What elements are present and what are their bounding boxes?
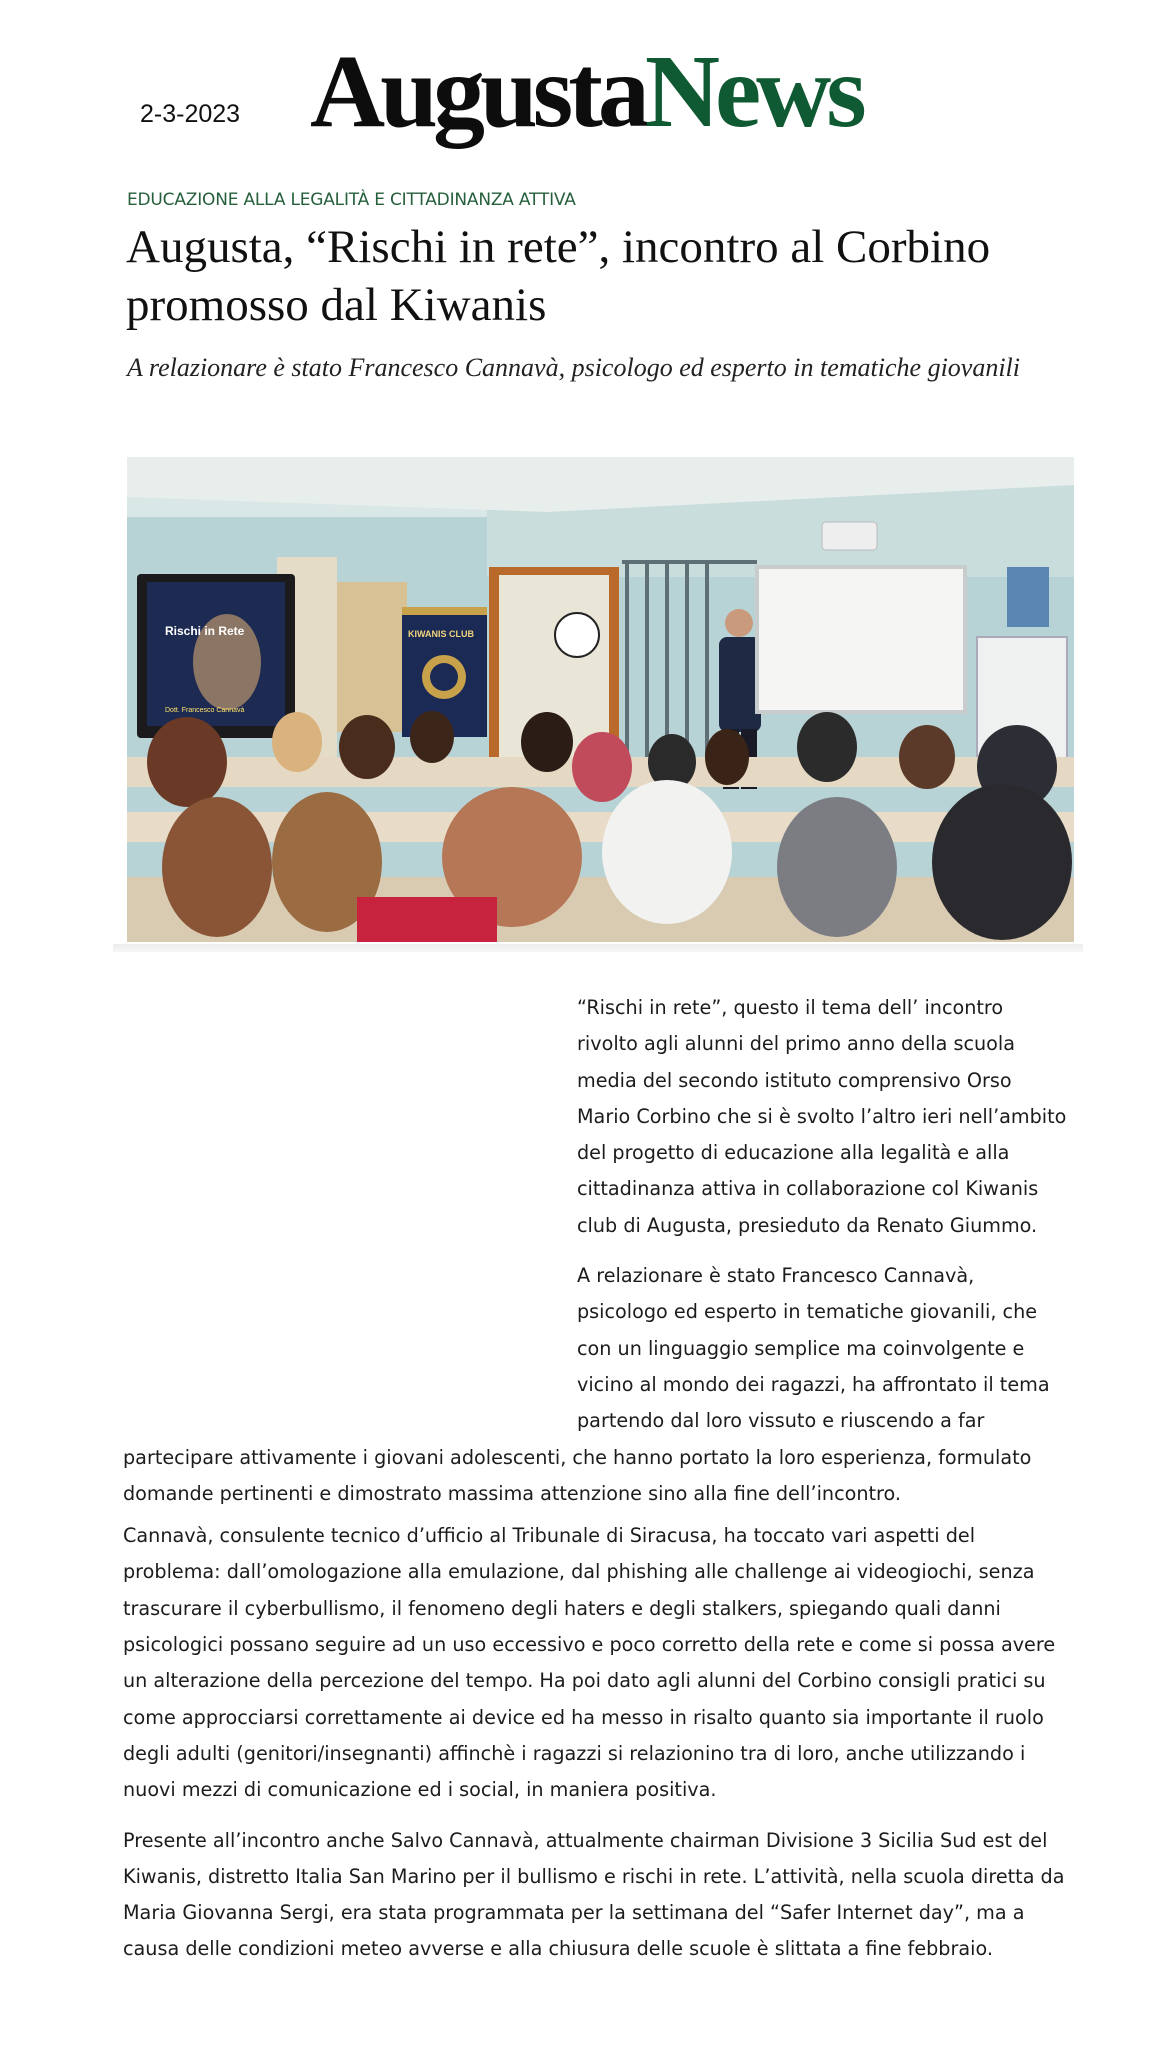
- article-title: Augusta, “Rischi in rete”, incontro al Corbino promosso dal Kiwanis: [126, 221, 991, 331]
- logo-part-news: News: [644, 34, 862, 149]
- screen-title: Rischi in Rete: [165, 624, 245, 638]
- ad-placeholder: [123, 990, 577, 1405]
- paragraph-1: “Rischi in rete”, questo il tema dell’ incontro rivolto agli alunni del primo anno della scuola media del secondo istituto comprensivo Orso Mario Corbino che si è svolto l’altro ieri nell’ambito del progetto di educazione alla legalità e alla cittadinanza attiva in collaborazione col Kiwanis club di Augusta, presieduto da Renato Giummo.: [577, 996, 1067, 1237]
- logo-part-augusta: Augusta: [310, 34, 645, 149]
- screen-credit: Dott. Francesco Cannavà: [165, 707, 245, 714]
- article-category[interactable]: EDUCAZIONE ALLA LEGALITÀ E CITTADINANZA ATTIVA: [127, 190, 576, 210]
- paragraph-3: Cannavà, consulente tecnico d’ufficio al Tribunale di Siracusa, ha toccato vari aspetti del problema: dall’omologazione alla emulazione, dal phishing alle challenge ai videogiochi, senza trascurare il cyberbullismo, il fenomeno degli haters e degli stalkers, spiegando quali danni psicologici possano seguire ad un uso eccessivo e poco corretto della rete e come si possa avere un alterazione della percezione del tempo. Ha poi dato agli alunni del Corbino consigli pratici su come approcciarsi correttamente ai device ed ha messo in risalto quanto sia importante il ruolo degli adulti (genitori/insegnanti) affinchè i ragazzi si relazionino tra di loro, anche utilizzando i nuovi mezzi di comunicazione ed i social, in maniera positiva.: [123, 1524, 1056, 1802]
- classroom-tv-screen: [137, 574, 295, 738]
- article-photo: [127, 457, 1074, 942]
- article-body: [123, 990, 1069, 1982]
- site-logo[interactable]: [310, 34, 862, 149]
- photo-divider: [113, 944, 1083, 952]
- paragraph-2: A relazionare è stato Francesco Cannavà, psicologo ed esperto in tematiche giovanili, che con un linguaggio semplice ma coinvolgente e vicino al mondo dei ragazzi, ha affrontato il tema partendo dal loro vissuto e riuscendo a far partecipare attivamente i giovani adolescenti, che hanno portato la loro esperienza, formulato domande pertinenti e dimostrato massima attenzione sino alla fine dell’incontro.: [123, 1264, 1050, 1505]
- publication-date: 2-3-2023: [140, 100, 241, 128]
- article-subtitle: A relazionare è stato Francesco Cannavà, psicologo ed esperto in tematiche giovanili: [127, 353, 1021, 382]
- paragraph-4: Presente all’incontro anche Salvo Cannavà, attualmente chairman Divisione 3 Sicilia Sud est del Kiwanis, distretto Italia San Marino per il bullismo e rischi in rete. L’attività, nella scuola diretta da Maria Giovanna Sergi, era stata programmata per la settimana del “Safer Internet day”, ma a causa delle condizioni meteo avverse e alla chiusura delle scuole è slittata a fine febbraio.: [123, 1828, 1065, 1961]
- banner-text: KIWANIS CLUB: [408, 629, 474, 639]
